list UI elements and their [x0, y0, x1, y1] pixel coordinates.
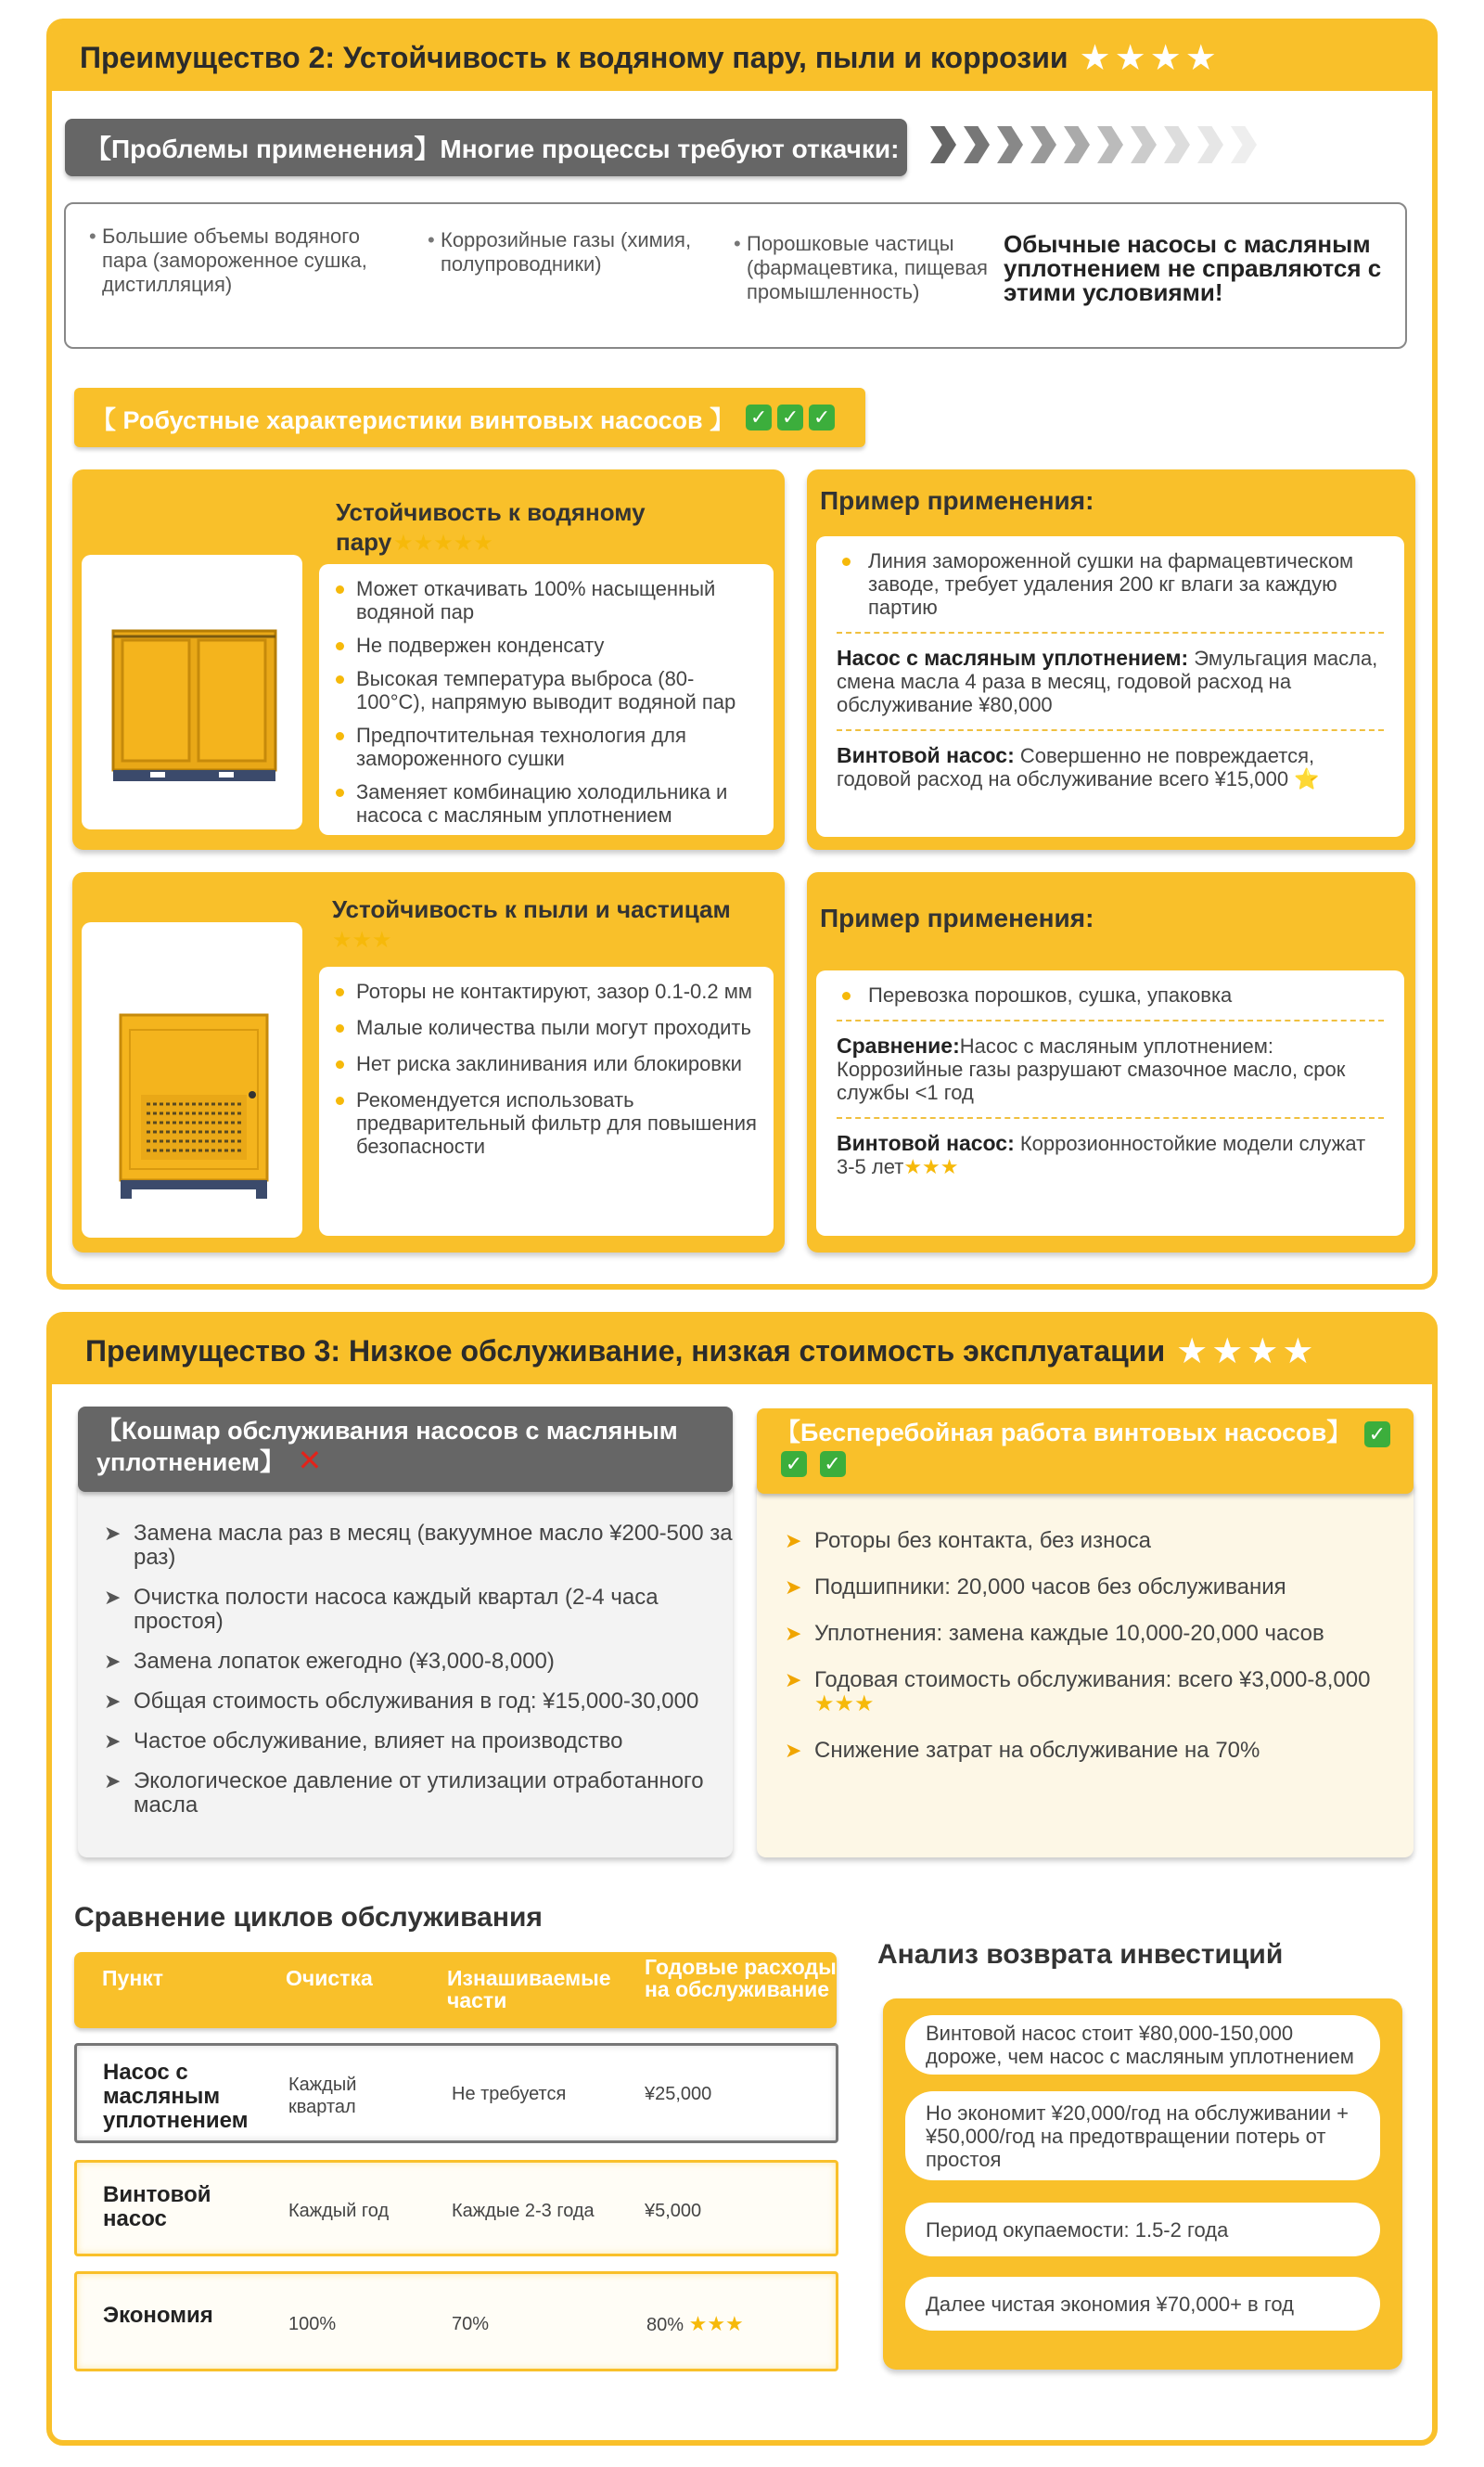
cross-icon: ✕: [297, 1444, 323, 1477]
table-cell: Каждые 2-3 года: [452, 2201, 595, 2221]
screw-pump-example: Винтовой насос: Совершенно не повреждается, годовой расход на обслуживание всего ¥15,000 ⭐: [837, 743, 1320, 790]
list-item: Рекомендуется использовать предварительный фильтр для повышения безопасности: [356, 1088, 761, 1158]
comparison-example: Сравнение:Насос с масляным уплотнением: Коррозийные газы разрушают смазочное масло, срок службы <1 год: [837, 1034, 1346, 1104]
table-row: [74, 2160, 838, 2256]
screw-pump-image: [82, 555, 302, 829]
roi-item: Но экономит ¥20,000/год на обслуживании + ¥50,000/год на предотвращении потерь от простоя: [905, 2091, 1380, 2180]
table-header-cell: Пункт: [102, 1966, 163, 1990]
vapor-features-list: [319, 564, 774, 835]
oil-pump-maintenance-card: [78, 1477, 733, 1857]
problem-item: • Большие объемы водяного пара (замороженное сушка, дистилляция): [89, 225, 367, 296]
rating-stars: ★★★: [903, 1155, 959, 1178]
list-item: ➤ Экологическое давление от утилизации отработанного масла: [104, 1768, 704, 1818]
vapor-title: Устойчивость к водяному пару★★★★★: [336, 498, 646, 556]
table-header-cell: Очистка: [286, 1966, 373, 1990]
list-item: Нет риска заклинивания или блокировки: [356, 1052, 761, 1075]
roi-title: Анализ возврата инвестиций: [877, 1939, 1284, 1970]
example-1-box: [816, 536, 1404, 837]
table-cell: 80% ★★★: [646, 2312, 744, 2335]
table-cell: Каждый год: [288, 2201, 390, 2221]
rating-stars: ★★★★: [1176, 1331, 1318, 1371]
check-icon: ✓: [781, 1451, 807, 1477]
list-item: ➤ Замена масла раз в месяц (вакуумное масло ¥200-500 за раз): [104, 1521, 733, 1570]
row-label: Винтовой насос: [103, 2182, 211, 2231]
list-item: ➤ Замена лопаток ежегодно (¥3,000-8,000): [104, 1649, 555, 1674]
star-icon: ⭐: [1294, 767, 1320, 790]
list-item: ➤ Подшипники: 20,000 часов без обслуживания: [785, 1574, 1286, 1600]
pump-image-box: [82, 555, 302, 829]
table-cell: ¥5,000: [645, 2201, 702, 2221]
list-item: Перевозка порошков, сушка, упаковка: [837, 983, 1384, 1007]
vacuum-unit-image: [82, 922, 302, 1238]
list-item: Малые количества пыли могут проходить: [356, 1016, 761, 1039]
screw-pump-operation-card: [757, 1477, 1414, 1857]
list-item: ➤ Общая стоимость обслуживания в год: ¥15,000-30,000: [104, 1689, 699, 1714]
oil-pump-card-header: 【Кошмар обслуживания насосов с масляным уплотнением】 ✕: [78, 1407, 733, 1492]
check-icon: ✓: [1364, 1421, 1390, 1447]
screw-pump-example: Винтовой насос: Коррозионностойкие модели служат 3-5 лет★★★: [837, 1131, 1366, 1178]
list-item: Не подвержен конденсату: [356, 634, 761, 657]
advantage-2-title: Преимущество 2: Устойчивость к водяному пару, пыли и коррозии: [80, 40, 1068, 74]
check-icon: ✓: [777, 405, 803, 430]
check-icon: ✓: [820, 1451, 846, 1477]
pump-image-box: [82, 922, 302, 1238]
advantage-2-header: [52, 24, 1432, 91]
table-cell: Каждый квартал: [288, 2075, 357, 2117]
dust-features-list: [319, 967, 774, 1236]
cycle-comparison-title: Сравнение циклов обслуживания: [74, 1902, 543, 1933]
table-row: [74, 2271, 838, 2371]
example-2-box: [816, 970, 1404, 1236]
list-item: Заменяет комбинацию холодильника и насоса с масляным уплотнением: [356, 780, 761, 827]
table-header-cell: Годовые расходы на обслуживание: [645, 1955, 837, 2001]
list-item: Может откачивать 100% насыщенный водяной пар: [356, 577, 761, 623]
check-icon: ✓: [746, 405, 772, 430]
list-item: ➤ Годовая стоимость обслуживания: всего ¥3,000-8,000 ★★★: [785, 1667, 1371, 1716]
list-item: Роторы не контактируют, зазор 0.1-0.2 мм: [356, 980, 761, 1003]
rating-stars: ★★★★★: [393, 531, 493, 556]
roi-item: Винтовой насос стоит ¥80,000-150,000 дороже, чем насос с масляным уплотнением: [905, 2015, 1380, 2075]
problems-label: 【Проблемы применения】Многие процессы требуют откачки:: [85, 135, 900, 163]
example-title: Пример применения:: [820, 486, 1094, 515]
row-label: Насос с масляным уплотнением: [103, 2060, 249, 2133]
list-item: ➤ Уплотнения: замена каждые 10,000-20,000 часов: [785, 1621, 1324, 1646]
check-icon: ✓: [809, 405, 835, 430]
list-item: ➤ Снижение затрат на обслуживание на 70%: [785, 1738, 1260, 1763]
table-header-cell: Изнашиваемые части: [447, 1966, 611, 2012]
list-item: ➤ Роторы без контакта, без износа: [785, 1528, 1152, 1553]
screw-pump-card-header: 【Бесперебойная работа винтовых насосов】 ✓ ✓ ✓: [757, 1408, 1414, 1494]
table-cell: 100%: [288, 2314, 337, 2334]
chevron-arrows: [930, 126, 1264, 163]
rating-stars: ★★★★: [1079, 38, 1221, 78]
table-header: [74, 1952, 837, 2028]
list-item: Линия замороженной сушки на фармацевтическом заводе, требует удаления 200 кг влаги за каждую партию: [837, 549, 1384, 619]
dust-title: Устойчивость к пыли и частицам ★★★: [332, 895, 731, 953]
problem-warning: Обычные насосы с масляным уплотнением не справляются с этими условиями!: [1004, 230, 1382, 306]
oil-pump-example: Насос с масляным уплотнением: Эмульгация масла, смена масла 4 раза в месяц, годовой расход на обслуживание ¥80,000: [837, 646, 1378, 716]
row-label: Экономия: [103, 2303, 213, 2328]
rating-stars: ★★★: [814, 1691, 875, 1716]
table-cell: ¥25,000: [645, 2084, 712, 2104]
problem-item: • Коррозийные газы (химия, полупроводники): [428, 228, 692, 276]
rating-stars: ★★★: [688, 2312, 744, 2335]
list-item: Высокая температура выброса (80-100°C), напрямую выводит водяной пар: [356, 667, 761, 713]
table-row: [74, 2043, 838, 2143]
advantage-3-header: [52, 1317, 1432, 1384]
list-item: Предпочтительная технология для замороженного сушки: [356, 724, 761, 770]
table-cell: Не требуется: [452, 2084, 567, 2104]
roi-item: Период окупаемости: 1.5-2 года: [905, 2203, 1380, 2256]
roi-item: Далее чистая экономия ¥70,000+ в год: [905, 2277, 1380, 2331]
list-item: ➤ Частое обслуживание, влияет на производство: [104, 1728, 623, 1754]
list-item: ➤ Очистка полости насоса каждый квартал (2-4 часа простоя): [104, 1585, 659, 1634]
problems-bar: [65, 119, 907, 176]
advantage-3-title: Преимущество 3: Низкое обслуживание, низкая стоимость эксплуатации: [85, 1333, 1166, 1368]
robust-features-label: 【 Робустные характеристики винтовых насосов 】 ✓ ✓ ✓: [74, 388, 865, 447]
rating-stars: ★★★: [332, 928, 392, 953]
table-cell: 70%: [452, 2314, 490, 2334]
problem-item: • Порошковые частицы (фармацевтика, пищевая промышленность): [734, 232, 988, 303]
example-title: Пример применения:: [820, 904, 1094, 932]
